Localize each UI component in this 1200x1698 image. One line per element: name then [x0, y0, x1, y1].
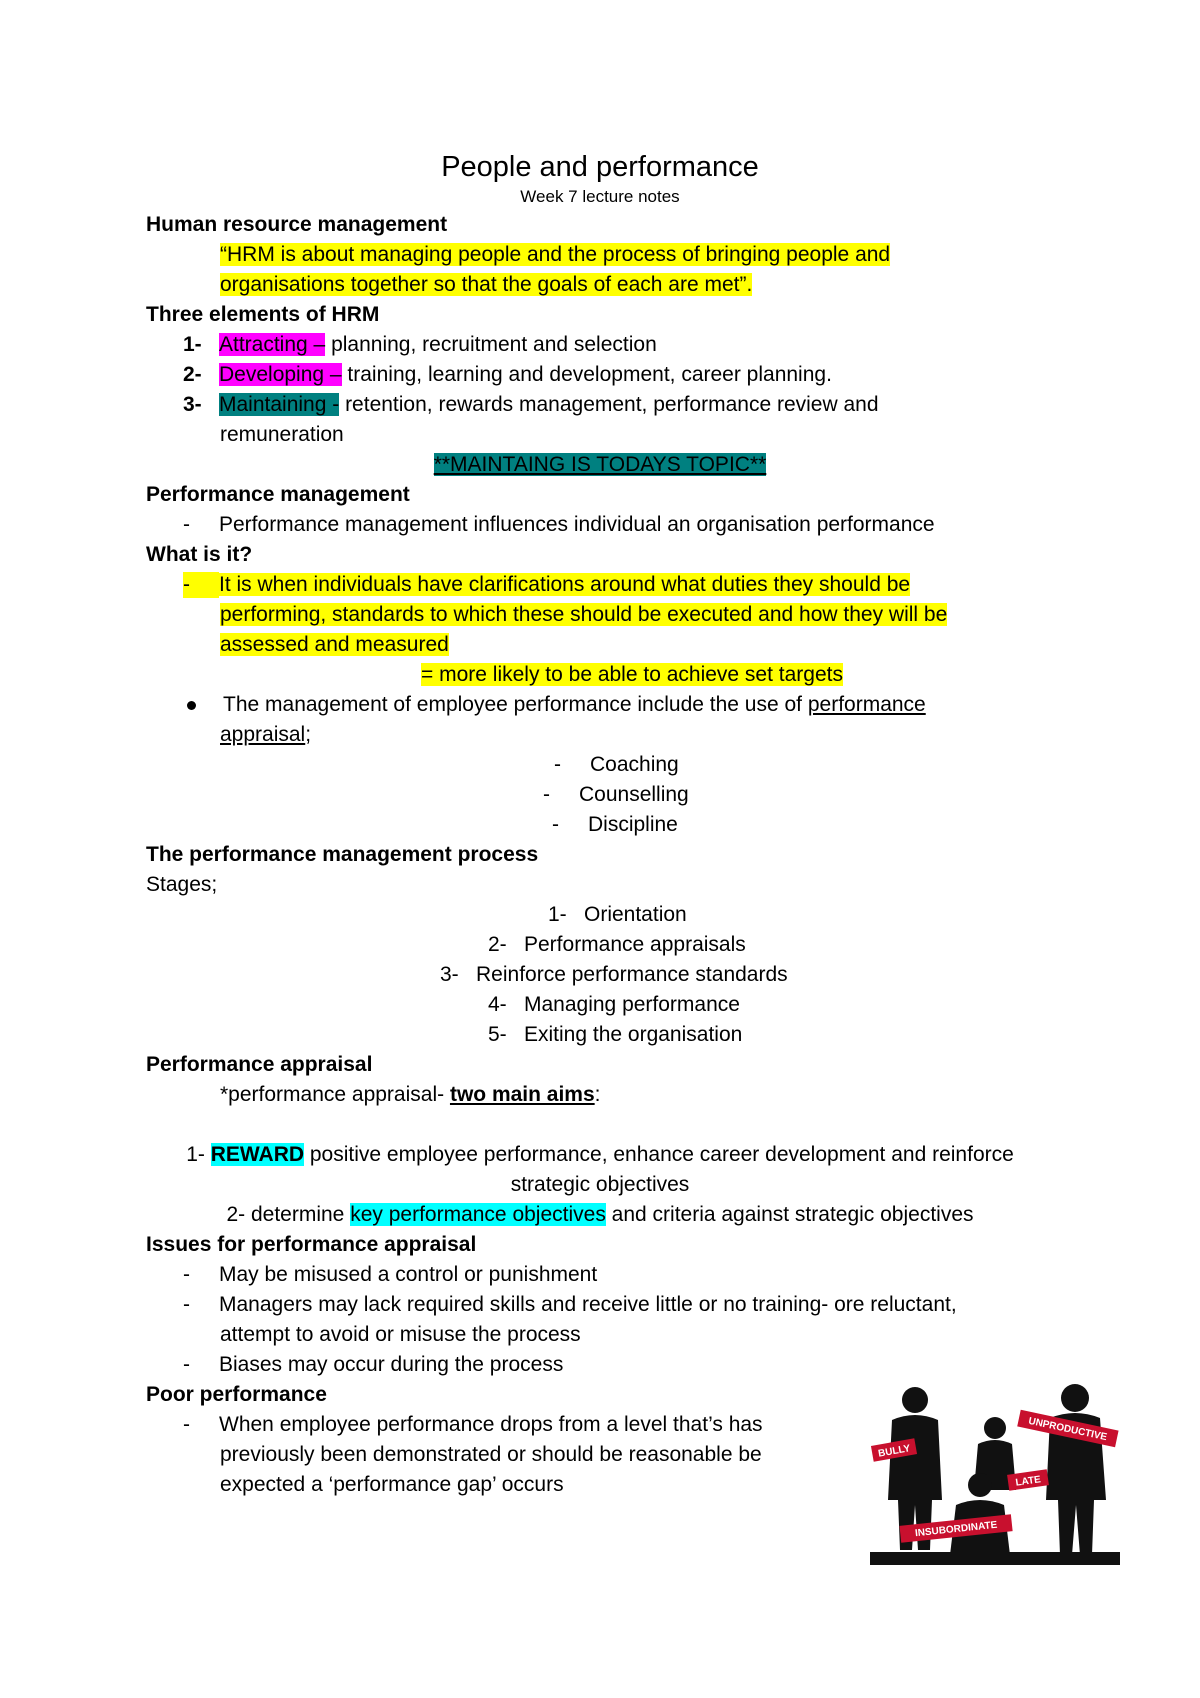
stage-item: 4- Managing performance [488, 993, 740, 1016]
what-line: performing, standards to which these should be executed and how they will be [220, 603, 948, 626]
element-item: 2- Developing – training, learning and development, career planning. [183, 363, 832, 386]
page-subtitle: Week 7 lecture notes [520, 187, 680, 206]
what-line: assessed and measured [220, 633, 449, 656]
what-result: = more likely to be able to achieve set targets [421, 663, 843, 686]
aim-2: 2- determine key performance objectives and criteria against strategic objectives [226, 1203, 974, 1226]
aims-term: two main aims [449, 1083, 595, 1106]
appraisal-term: performance [807, 693, 926, 716]
sign-late: LATE [1014, 1474, 1042, 1489]
poor-line: expected a ‘performance gap’ occurs [220, 1473, 564, 1496]
poor-performance-illustration [870, 1380, 1120, 1565]
aim-1-continuation: strategic objectives [510, 1173, 690, 1196]
sub-item: - Coaching [554, 753, 679, 776]
hrm-quote-line2: organisations together so that the goals of each are met”. [220, 273, 753, 296]
aim-1: 1- REWARD positive employee performance, enhance career development and reinforce [186, 1143, 1014, 1166]
hrm-quote-line1: “HRM is about managing people and the process of bringing people and [220, 243, 891, 266]
element-label: Maintaining - [219, 393, 340, 416]
poor-line: previously been demonstrated or should be reasonable be [220, 1443, 762, 1466]
aims-line: *performance appraisal- two main aims: [220, 1083, 601, 1106]
pm-point: - Performance management influences individual an organisation performance [183, 513, 935, 536]
element-item-continuation: remuneration [220, 423, 344, 446]
poor-line: - When employee performance drops from a level that’s has [183, 1413, 763, 1436]
appraisal-heading: Performance appraisal [146, 1053, 373, 1076]
issue-item-continuation: attempt to avoid or misuse the process [220, 1323, 581, 1346]
appraisal-term: appraisal [220, 723, 306, 746]
element-label: Developing – [219, 363, 342, 386]
sign-insubordinate: INSUBORDINATE [914, 1519, 998, 1540]
stages-label: Stages; [146, 873, 218, 896]
element-label: Attracting – [219, 333, 326, 356]
stage-item: 3- Reinforce performance standards [440, 963, 788, 986]
issue-item: - Managers may lack required skills and receive little or no training- ore reluctant, [183, 1293, 957, 1316]
what-line: - It is when individuals have clarifications around what duties they should be [183, 573, 911, 596]
sub-item: - Counselling [543, 783, 689, 806]
issues-heading: Issues for performance appraisal [146, 1233, 477, 1256]
element-item: 1- Attracting – planning, recruitment and selection [183, 333, 657, 356]
element-item: 3- Maintaining - retention, rewards management, performance review and [183, 393, 879, 416]
issue-item: - May be misused a control or punishment [183, 1263, 598, 1286]
hrm-heading: Human resource management [146, 213, 448, 236]
topic-banner: **MAINTAING IS TODAYS TOPIC** [433, 453, 767, 476]
bullet-icon [187, 701, 196, 710]
what-heading: What is it? [146, 543, 253, 566]
sign-bully: BULLY [877, 1443, 912, 1460]
stage-item: 2- Performance appraisals [488, 933, 746, 956]
stage-item: 5- Exiting the organisation [488, 1023, 743, 1046]
poor-heading: Poor performance [146, 1383, 327, 1406]
issue-item: - Biases may occur during the process [183, 1353, 564, 1376]
page-title: People and performance [441, 151, 759, 183]
aim-key: key performance objectives [350, 1203, 606, 1226]
process-heading: The performance management process [146, 843, 539, 866]
appraisal-bullet: The management of employee performance include the use of performance [183, 692, 926, 718]
stage-item: 1- Orientation [548, 903, 687, 926]
sign-unproductive: UNPRODUCTIVE [1027, 1415, 1108, 1444]
sub-item: - Discipline [552, 813, 678, 836]
pm-heading: Performance management [146, 483, 410, 506]
elements-heading: Three elements of HRM [146, 303, 380, 326]
aim-key: REWARD [210, 1143, 305, 1166]
